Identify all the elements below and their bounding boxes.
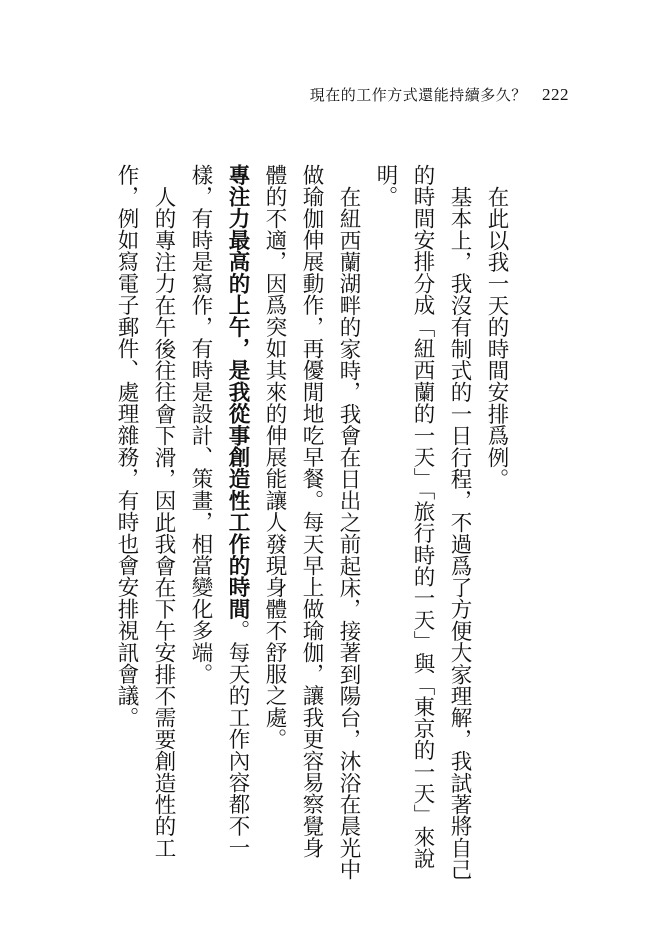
running-head bbox=[310, 84, 569, 105]
paragraph-text: 基本上，我沒有制式的一日行程，不過爲了方便大家理解，我試著將自己的時間安排分成「紐西蘭的一天」「旅行時的一天」與「東京的一天」來說明。 bbox=[373, 164, 472, 880]
paragraph-text: 。每天的工作內容都不一樣，有時是寫作，有時是設計、策畫，相當變化多端。 bbox=[188, 164, 250, 859]
chapter-title: 現在的工作方式還能持續多久？ bbox=[309, 86, 527, 104]
page-number: 222 bbox=[542, 85, 569, 104]
paragraph bbox=[108, 164, 182, 880]
paragraph bbox=[256, 164, 367, 880]
paragraph bbox=[367, 164, 478, 880]
emphasized-text: 專注力最高的上午，是我從事創造性工作的時間 bbox=[225, 164, 250, 620]
paragraph bbox=[478, 164, 515, 880]
paragraph bbox=[182, 164, 256, 880]
vertical-body-text bbox=[108, 164, 515, 880]
paragraph-text: 人的專注力在午後往往會下滑，因此我會在下午安排不需要創造性的工作，例如寫電子郵件、處理雜務，有時也會安排視訊會議。 bbox=[114, 164, 176, 859]
paragraph-text: 在此以我一天的時間安排爲例。 bbox=[484, 185, 509, 490]
paragraph-text: 在紐西蘭湖畔的家時，我會在日出之前起床，接著到陽台，沐浴在晨光中做瑜伽伸展動作，再優閒地吃早餐。每天早上做瑜伽，讓我更容易察覺身體的不適，因爲突如其來的伸展能讓人發現身體不舒服之處。 bbox=[262, 164, 361, 880]
